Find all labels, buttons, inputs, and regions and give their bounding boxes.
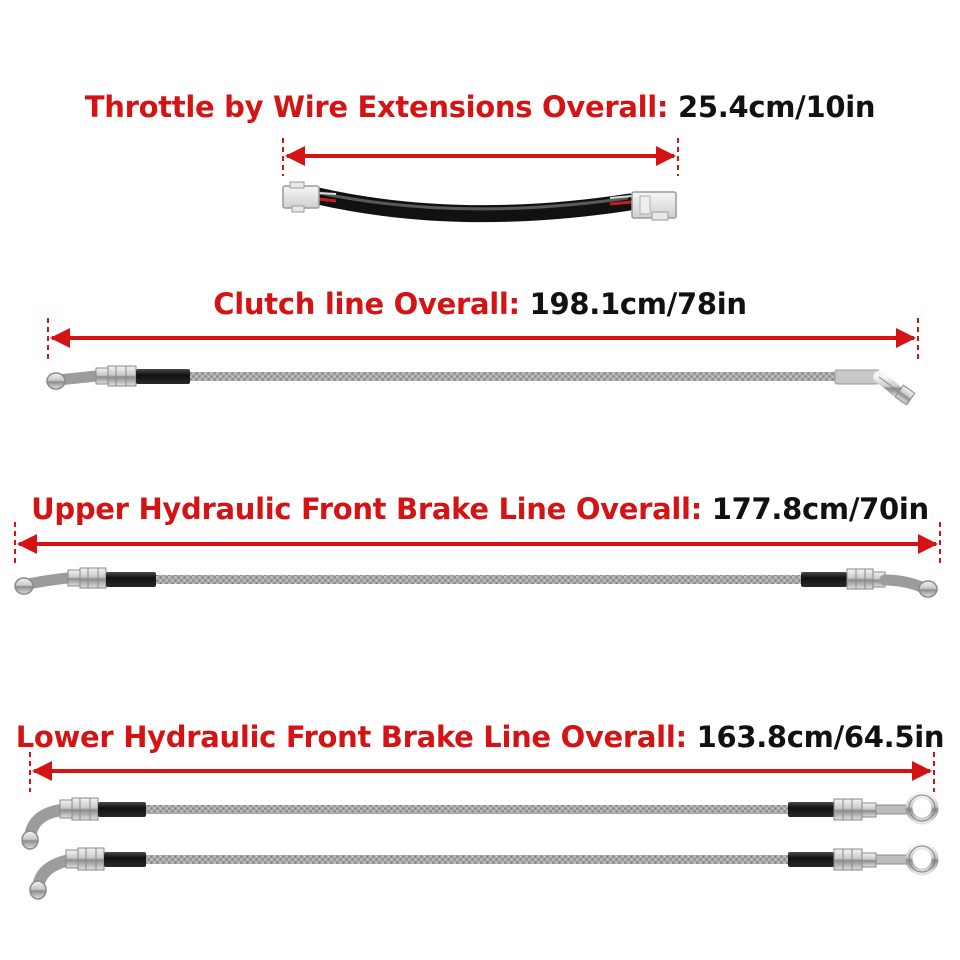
right-connector-plug [632,192,676,220]
upper-brake-dimension [15,522,940,566]
lower-brake-line-hose-bottom [30,846,935,899]
lower-brake-value: 163.8cm/64.5in [696,720,945,754]
lower-brake-dimension [30,752,934,792]
throttle-name: Throttle by Wire Extensions Overall: [84,90,669,124]
lower-brake-name: Lower Hydraulic Front Brake Line Overall: [15,720,687,754]
throttle-wire-extension [283,182,676,220]
clutch-dimension [48,318,918,362]
left-connector-plug [283,182,319,212]
throttle-dimension [283,138,678,176]
throttle-value: 25.4cm/10in [678,90,876,124]
upper-brake-value: 177.8cm/70in [711,492,929,526]
clutch-name: Clutch line Overall: [213,287,520,321]
upper-brake-line-hose [15,568,937,597]
upper-brake-name: Upper Hydraulic Front Brake Line Overall: [31,492,702,526]
lower-brake-line-hose-top [22,795,935,849]
clutch-line-hose [47,366,915,405]
clutch-value: 198.1cm/78in [529,287,747,321]
